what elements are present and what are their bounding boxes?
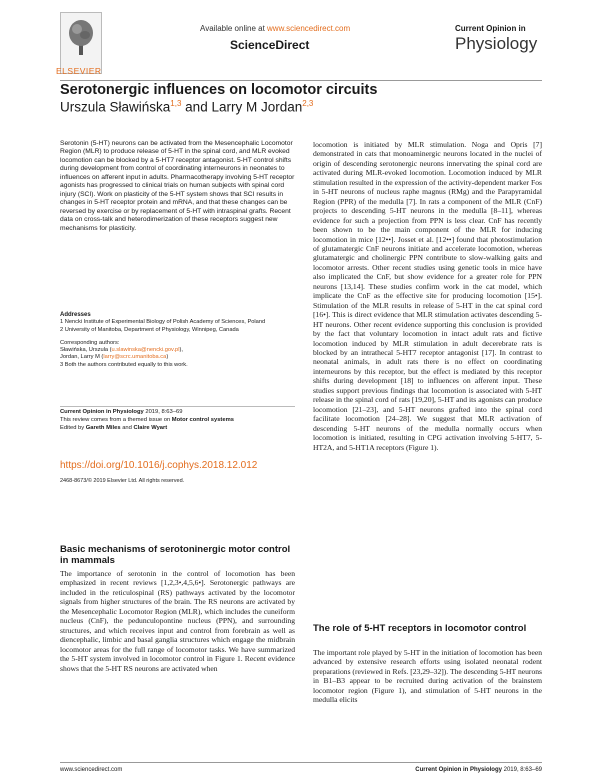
editor-1: Gareth Miles — [85, 425, 121, 431]
citation-journal: Current Opinion in Physiology — [60, 409, 144, 415]
corresponding-1 — [60, 347, 295, 354]
publisher-logo-text: ELSEVIER — [56, 66, 102, 76]
address-2: 2 University of Manitoba, Department of Physiology, Winnipeg, Canada — [60, 326, 239, 333]
available-online — [200, 24, 350, 33]
edited-and: and — [120, 425, 134, 431]
corr-2-email[interactable]: larry@scrc.umanitoba.ca — [103, 354, 167, 361]
publisher-logo — [60, 12, 102, 74]
corr-2-end: ) — [166, 354, 169, 361]
citation-box — [60, 408, 295, 432]
corresponding-heading: Corresponding authors: — [60, 339, 120, 346]
footer-citation — [330, 767, 542, 773]
footer-details: 2019, 8:63–69 — [501, 767, 542, 773]
citation-divider — [60, 406, 295, 407]
journal-name-small: Current Opinion in — [455, 24, 526, 33]
corresponding-2 — [60, 354, 295, 361]
footer-divider — [60, 762, 542, 763]
doi-link[interactable]: https://doi.org/10.1016/j.cophys.2018.12.012 — [60, 460, 258, 471]
section-1-heading: Basic mechanisms of serotoninergic motor control in mammals — [60, 544, 291, 566]
address-1: 1 Nencki Institute of Experimental Biology of Polish Academy of Sciences, Poland — [60, 319, 266, 326]
citation-details: 2019, 8:63–69 — [143, 409, 183, 415]
edited-line — [60, 424, 295, 432]
section-2-body: The important role played by 5-HT in the initiation of locomotion has been advanced by extensive research efforts using isolated neonatal rodent preparations (reviewed in Refs. [23,29–32]). The descending 5-HT neurons in B1–B3 appear to be recruited during activation of the brainstem locomotor region (Figure 1), and stimulation of 5-HT neurons in the medulla elicits — [313, 648, 542, 705]
editor-2: Claire Wyart — [133, 425, 168, 431]
theme-prefix: This review comes from a themed issue on — [60, 417, 172, 423]
footer-journal: Current Opinion in Physiology — [415, 767, 502, 773]
edited-prefix: Edited by — [60, 425, 86, 431]
author-1-affiliation[interactable]: 1,3 — [170, 99, 182, 108]
author-2: Larry M Jordan — [211, 99, 303, 115]
tree-logo-icon — [67, 17, 95, 57]
addresses — [60, 312, 295, 369]
sciencedirect-brand: ScienceDirect — [230, 38, 310, 52]
citation-line — [60, 408, 295, 416]
section-2-heading: The role of 5-HT receptors in locomotor control — [313, 623, 527, 634]
corr-1-email[interactable]: u.slawinska@nencki.gov.pl — [111, 347, 180, 354]
author-and: and — [181, 99, 212, 115]
author-1: Urszula Sławińska — [60, 99, 171, 115]
journal-name-big: Physiology — [455, 34, 538, 53]
sciencedirect-link[interactable]: www.sciencedirect.com — [267, 24, 351, 33]
right-column-text: locomotion is initiated by MLR stimulation. Noga and Opris [7] demonstrated in cats that monoaminergic neurons located in the nuclei of origin of descending serotonergic neurons innervating the spinal cord are activated during MLR-evoked locomotion. Locomotion induced by MLR stimulation resulted in the expression of the activity-dependent marker Fos in 5-HT neurons of nucleus raphe magnus (RMg) and the Parapyramidal Region (PPR) of the medulla [7]. In rats a component of the MLR (CnF) projects to descending 5-HT neurons in the medulla [8–11], whereas evidence for such a projection from PPN is less clear. CnF has recently been shown to be the main component of the MLR for inducing locomotion in mice [12••]. Josset et al. [12••] found that photostimulation of glutamatergic CnF neurons initiate and accelerate locomotion, whereas glutamatergic and cholinergic PPN contribute to slow-walking gaits and locomotor arrests. Other recent studies using genetic tools in mice have also implicated the CnF, but show evidence for a greater role for PPN neurons [13,14]. These studies confirm work in the cat model, which implicate the CnF as the effective site for producing locomotion [15•]. Stimulation of the MLR results in release of 5-HT in the cat spinal cord [16•]. This is direct evidence that MLR stimulation activates descending 5-HT neurons. Other recent evidence supporting this conclusion is provided by the fact that voluntary locomotion in intact adult rats and fictive locomotion induced by MLR stimulation in adult decerebrate rats is blocked by an intrathecal 5-HT7 receptor antagonist [17]. In contrast to neonatal animals, in adult rats there is no effect on coordinating interneurons by this receptor, but the effect is mediated by this receptor shifts during development [18] to influences on afferent input. These studies support previous findings that locomotion is associated with 5-HT release in the spinal cord of rats [19,20], 5-HT and its agonists can produce locomotion [21–23], and 5-HT neurons grafted into the spinal cord facilitate locomotion [24–28]. We suggest that MLR activation of descending 5-HT neurons of the medulla normally occurs when locomotion is initiated, resulting in CPG activation involving 5-HT7, 5-HT2A, and 5-HT1A receptors (Figure 1). — [313, 140, 542, 452]
available-prefix: Available online at — [200, 24, 268, 33]
article-title: Serotonergic influences on locomotor circuits — [60, 82, 378, 98]
corr-1-end: ), — [179, 347, 183, 354]
author-line — [60, 99, 313, 115]
corr-1-name: Sławińska, Urszula ( — [60, 347, 112, 354]
issn-copyright: 2468-8673/© 2019 Elsevier Ltd. All rights reserved. — [60, 478, 185, 484]
addresses-heading: Addresses — [60, 312, 91, 318]
footer-website[interactable]: www.sciencedirect.com — [60, 767, 123, 773]
theme-name: Motor control systems — [171, 417, 234, 423]
header-divider — [60, 80, 542, 81]
equal-contribution-note: 3 Both the authors contributed equally to this work. — [60, 361, 188, 368]
theme-line — [60, 416, 295, 424]
section-1-body: The importance of serotonin in the control of locomotion has been emphasized in recent reviews [1,2,3•,4,5,6•]. Serotonergic pathways are included in the reticulospinal (RS) pathways activated by the locomotor signals from higher structures of the brain. The RS neurons are activated by the Mesencephalic Locomotor Region (MLR), which includes the cuneiform nucleus (CnF), the pedunculopontine nucleus (PPN), and surrounding structures, and which receives input and control from forebrain as well as diencephalic, limbic and basal ganglia structures which engage the midbrain locomotor areas for the full range of locomotor tasks. We have summarized the 5-HT system involved in locomotor control in Figure 1. Recent evidence shows that the 5-HT RS neurons are activated when — [60, 569, 295, 673]
author-2-affiliation[interactable]: 2,3 — [302, 99, 314, 108]
corr-2-name: Jordan, Larry M ( — [60, 354, 104, 361]
abstract: Serotonin (5-HT) neurons can be activated from the Mesencephalic Locomotor Region (MLR) to produce release of 5-HT in the spinal cord, and MLR evoked locomotion can be blocked by a 5-HT7 receptor antagonist. 5-HT control shifts during development from control of coordinating interneurons in neonates to influences on afferent input in adults. Pharmacotherapy involving 5-HT receptor agonists has progressed to clinical trials on human subjects with spinal cord injury (SCI). Work on plasticity of the 5-HT system shows that SCI results in changes in 5-HT receptor protein and mRNA, and that these changes can be reversed by exercise or by replacement of 5-HT with intraspinal grafts. Recent data on cross-talk and heterodimerization of these receptors suggest new mechanisms for plasticity. — [60, 140, 295, 232]
